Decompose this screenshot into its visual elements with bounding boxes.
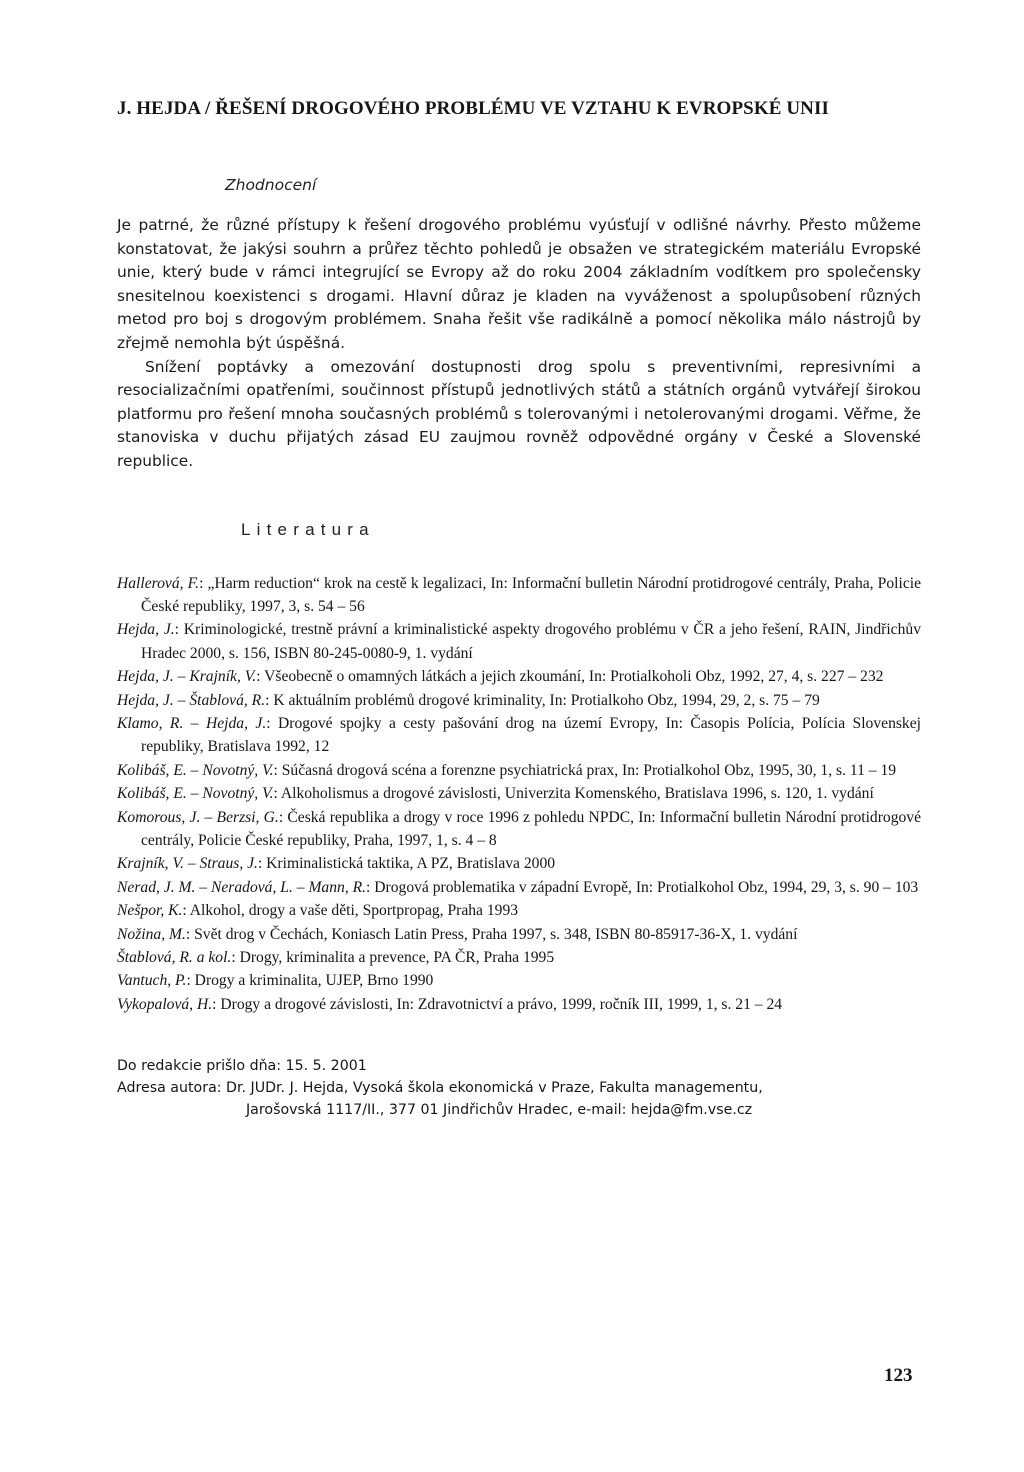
reference-text: : Kriminalistická taktika, A PZ, Bratislava 2000 (257, 855, 556, 873)
reference-text: : Súčasná drogová scéna a forenzne psychiatrická prax, In: Protialkohol Obz, 1995, 30, 1, s. 11 – 19 (273, 761, 897, 779)
reference-authors: Nožina, M. (117, 925, 186, 943)
reference-list (117, 572, 921, 1017)
reference-authors: Krajník, V. – Straus, J. (117, 855, 258, 873)
reference-item (117, 665, 921, 688)
reference-item (117, 618, 921, 665)
reference-authors: Vantuch, P. (117, 972, 187, 990)
page-number: 123 (884, 1365, 913, 1386)
reference-item (117, 946, 921, 969)
reference-authors: Nešpor, K. (117, 902, 183, 920)
article-meta (117, 1055, 921, 1121)
reference-item (117, 993, 921, 1016)
section-title: Zhodnocení (225, 176, 317, 194)
reference-text: : Česká republika a drogy v roce 1996 z pohledu NPDC, In: Informační bulletin Národní protidrogové centrály, Policie České republiky, Praha, 1997, 1, s. 4 – 8 (141, 808, 922, 849)
reference-item (117, 969, 921, 992)
reference-item (117, 572, 921, 619)
author-address: Adresa autora: Dr. JUDr. J. Hejda, Vysoká škola ekonomická v Praze, Fakulta managementu, (117, 1080, 763, 1097)
reference-item (117, 899, 921, 922)
reference-authors: Kolibáš, E. – Novotný, V. (117, 785, 274, 803)
reference-text: : Drogová problematika v západní Evropě, In: Protialkohol Obz, 1994, 29, 3, s. 90 – 103 (366, 878, 919, 896)
paragraph: Snížení poptávky a omezování dostupnosti drog spolu s preventivními, represivními a resocializačními opatřeními, součinnost přístupů jednotlivých států a státních orgánů vytvářejí širokou platformu pro řešení mnoha současných problémů s tolerovanými i netolerovanými drogami. Věřme, že stanoviska v duchu přijatých zásad EU zaujmou rovněž odpovědné orgány v České a Slovenské republice. (117, 357, 921, 470)
reference-text: : Alkoholismus a drogové závislosti, Univerzita Komenského, Bratislava 1996, s. 120, 1. vydání (273, 785, 874, 803)
author-address-continued: Jarošovská 1117/II., 377 01 Jindřichův Hradec, e-mail: hejda@fm.vse.cz (246, 1102, 753, 1119)
literature-heading: Literatura (241, 519, 375, 539)
reference-item (117, 689, 921, 712)
reference-text: : Svět drog v Čechách, Koniasch Latin Press, Praha 1997, s. 348, ISBN 80-85917-36-X, 1. vydání (185, 925, 798, 943)
reference-item (117, 712, 921, 759)
received-date: Do redakcie prišlo dňa: 15. 5. 2001 (117, 1058, 367, 1075)
reference-authors: Nerad, J. M. – Neradová, L. – Mann, R. (117, 878, 367, 896)
reference-item (117, 852, 921, 875)
reference-item (117, 759, 921, 782)
reference-text: : Alkohol, drogy a vaše děti, Sportpropag, Praha 1993 (182, 902, 519, 920)
reference-authors: Vykopalová, H. (117, 995, 213, 1013)
reference-item (117, 806, 921, 853)
reference-authors: Komorous, J. – Berzsi, G. (117, 808, 279, 826)
reference-authors: Klamo, R. – Hejda, J. (117, 714, 267, 732)
reference-text: : „Harm reduction“ krok na cestě k legalizaci, In: Informační bulletin Národní protidrogové centrály, Praha, Policie České republiky, 1997, 3, s. 54 – 56 (141, 574, 921, 615)
reference-text: : Drogy a kriminalita, UJEP, Brno 1990 (186, 972, 434, 990)
running-head: J. HEJDA / ŘEŠENÍ DROGOVÉHO PROBLÉMU VE VZTAHU K EVROPSKÉ UNII (117, 98, 829, 119)
reference-text: : Drogy, kriminalita a prevence, PA ČR, Praha 1995 (231, 949, 555, 967)
reference-text: : Drogové spojky a cesty pašování drog na území Evropy, In: Časopis Polícia, Polícia Slovenskej republiky, Bratislava 1992, 12 (141, 714, 921, 756)
reference-item (117, 876, 921, 899)
reference-item (117, 923, 921, 946)
reference-text: : K aktuálním problémů drogové kriminality, In: Protialkoho Obz, 1994, 29, 2, s. 75 – 79 (265, 691, 820, 709)
reference-authors: Hejda, J. (117, 621, 175, 639)
section-body (117, 214, 921, 474)
paragraph: Je patrné, že různé přístupy k řešení drogového problému vyúsťují v odlišné návrhy. Přesto můžeme konstatovat, že jakýsi souhrn a průřez těchto pohledů je obsažen ve strategickém materiálu Evropské unie, který bude v rámci integrující se Evropy až do roku 2004 základním vodítkem pro společensky snesitelnou koexistenci s drogami. Hlavní důraz je kladen na vyváženost a spolupůsobení různých metod pro boj s drogovým problémem. Snaha řešit vše radikálně a pomocí několika málo nástrojů by zřejmě nemohla být úspěšná. (117, 216, 921, 352)
reference-text: : Všeobecně o omamných látkách a jejich zkoumání, In: Protialkoholi Obz, 1992, 27, 4, s. 227 – 232 (256, 668, 884, 686)
reference-item (117, 782, 921, 805)
reference-authors: Kolibáš, E. – Novotný, V. (117, 761, 274, 779)
article-page (117, 96, 921, 1121)
reference-text: : Kriminologické, trestně právní a kriminalistické aspekty drogového problému v ČR a jeho řešení, RAIN, Jindřichův Hradec 2000, s. 156, ISBN 80-245-0080-9, 1. vydání (141, 621, 921, 662)
reference-text: : Drogy a drogové závislosti, In: Zdravotnictví a právo, 1999, ročník III, 1999, 1, s. 21 – 24 (212, 995, 783, 1013)
reference-authors: Hejda, J. – Krajník, V. (117, 668, 257, 686)
reference-authors: Štablová, R. a kol. (117, 949, 232, 967)
reference-authors: Hejda, J. – Štablová, R. (117, 691, 266, 709)
reference-authors: Hallerová, F. (117, 574, 200, 592)
